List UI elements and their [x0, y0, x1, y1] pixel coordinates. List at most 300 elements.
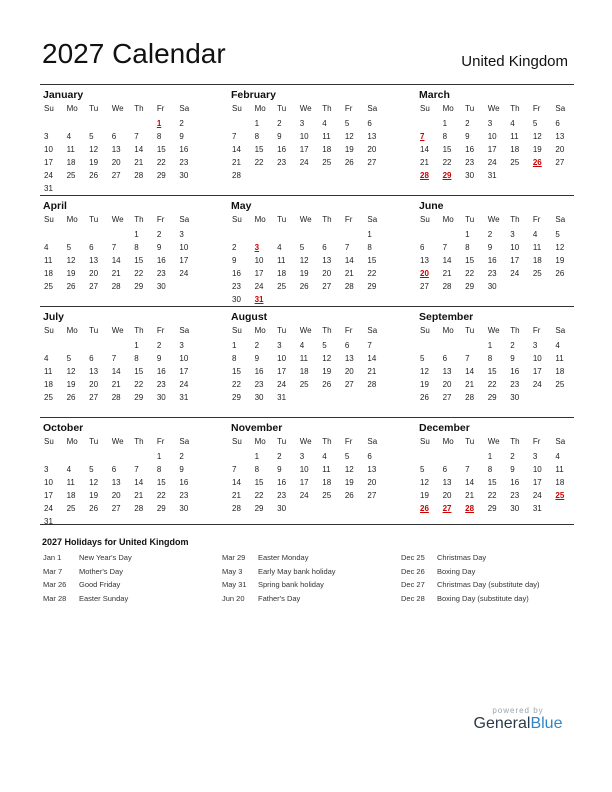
day-cell: 19 [344, 145, 354, 154]
day-cell: 13 [367, 132, 377, 141]
day-cell: 16 [277, 478, 287, 487]
day-cell: 21 [134, 491, 144, 500]
day-cell: 19 [555, 256, 565, 265]
day-cell: 24 [487, 158, 497, 167]
day-cell: 15 [487, 367, 497, 376]
day-cell: 13 [420, 256, 429, 265]
holiday-item [43, 551, 132, 565]
weekday-header: We [487, 215, 500, 224]
month-name: July [43, 311, 65, 323]
day-cell: 29 [254, 504, 264, 513]
day-cell: 13 [442, 367, 452, 376]
weekday-header: Sa [367, 104, 378, 113]
month-august [228, 307, 386, 417]
holiday-item [401, 592, 540, 606]
holiday-day: 25 [555, 491, 565, 500]
day-cell: 30 [465, 171, 475, 180]
day-cell: 5 [89, 465, 94, 474]
day-cell: 15 [367, 256, 377, 265]
day-cell: 12 [344, 465, 354, 474]
weekday-header: Fr [344, 437, 353, 446]
weekday-header: Mo [66, 437, 78, 446]
day-cell: 7 [465, 354, 470, 363]
day-cell: 20 [89, 269, 99, 278]
weekday-header: We [111, 326, 124, 335]
day-cell: 19 [344, 478, 354, 487]
empty-cell [40, 339, 63, 352]
day-cell: 12 [322, 354, 332, 363]
day-cell: 10 [532, 465, 542, 474]
day-cell: 21 [442, 269, 452, 278]
day-cell: 2 [277, 452, 282, 461]
day-cell: 20 [344, 367, 354, 376]
day-cell: 10 [179, 354, 189, 363]
weekday-header: Su [44, 104, 54, 113]
weekday-header: Th [322, 104, 332, 113]
day-cell: 10 [44, 145, 53, 154]
holiday-item [43, 578, 132, 592]
day-cell: 5 [420, 465, 425, 474]
day-cell: 25 [44, 282, 53, 291]
day-cell: 19 [420, 491, 429, 500]
weekday-header: Su [232, 326, 242, 335]
holiday-item [222, 578, 336, 592]
day-cell: 27 [442, 393, 452, 402]
day-cell: 7 [232, 132, 237, 141]
day-cell: 24 [532, 380, 542, 389]
day-cell: 12 [420, 478, 429, 487]
empty-cell [318, 228, 341, 241]
day-cell: 15 [134, 367, 144, 376]
day-cell: 21 [232, 158, 241, 167]
empty-cell [439, 450, 462, 463]
day-cell: 25 [510, 158, 520, 167]
day-cell: 23 [254, 380, 264, 389]
generalblue-logo[interactable] [468, 706, 568, 733]
weekday-header: Th [322, 215, 332, 224]
weekday-header: We [299, 437, 312, 446]
day-cell: 4 [322, 452, 327, 461]
holiday-name: Easter Sunday [79, 593, 129, 603]
weekday-header: Sa [367, 326, 378, 335]
holiday-item [222, 565, 336, 579]
day-cell: 17 [510, 256, 520, 265]
day-cell: 4 [532, 230, 538, 239]
day-cell: 21 [344, 269, 354, 278]
day-cell: 22 [487, 491, 497, 500]
day-cell: 16 [232, 269, 241, 278]
day-cell: 7 [111, 243, 117, 252]
month-row [40, 195, 574, 306]
month-grid [228, 324, 386, 404]
day-cell: 19 [66, 380, 76, 389]
day-cell: 27 [367, 491, 377, 500]
month-july [40, 307, 198, 417]
day-cell: 10 [254, 256, 264, 265]
holiday-day: 28 [465, 504, 475, 513]
day-cell: 22 [254, 491, 264, 500]
day-cell: 22 [232, 380, 241, 389]
day-cell: 14 [134, 478, 144, 487]
day-cell: 24 [299, 158, 309, 167]
weekday-header: Mo [66, 215, 78, 224]
day-cell: 20 [442, 491, 452, 500]
day-cell: 29 [487, 393, 497, 402]
day-cell: 16 [487, 256, 497, 265]
holiday-name: Christmas Day [437, 553, 487, 562]
day-cell: 8 [156, 132, 162, 141]
holiday-name: Good Friday [79, 580, 121, 589]
empty-cell [251, 228, 274, 241]
day-cell: 17 [179, 256, 189, 265]
holiday-day: 28 [420, 171, 429, 180]
weekday-header: Tu [465, 104, 475, 113]
day-cell: 8 [134, 243, 139, 252]
day-cell: 14 [420, 145, 429, 154]
holiday-date: Dec 26 [401, 566, 425, 576]
weekday-header: Fr [344, 104, 353, 113]
day-cell: 3 [44, 465, 49, 474]
day-cell: 1 [487, 452, 493, 461]
holiday-date: Jun 20 [222, 593, 245, 603]
day-cell: 11 [66, 145, 75, 154]
day-cell: 20 [322, 269, 332, 278]
holiday-name: Spring bank holiday [258, 580, 324, 589]
day-cell: 20 [89, 380, 99, 389]
weekday-header: We [487, 326, 500, 335]
empty-cell [108, 450, 131, 463]
weekday-header: Sa [179, 104, 190, 113]
day-cell: 15 [465, 256, 475, 265]
day-cell: 17 [532, 478, 542, 487]
day-cell: 5 [89, 132, 94, 141]
weekday-header: Fr [156, 215, 165, 224]
day-cell: 8 [367, 243, 372, 252]
day-cell: 4 [66, 132, 72, 141]
month-grid [228, 435, 386, 515]
month-grid [40, 102, 198, 195]
day-cell: 3 [299, 452, 305, 461]
empty-cell [130, 450, 153, 463]
day-cell: 28 [111, 393, 121, 402]
month-september [416, 307, 574, 417]
day-cell: 18 [66, 491, 76, 500]
day-cell: 28 [134, 171, 144, 180]
weekday-header: Sa [179, 215, 190, 224]
day-cell: 25 [555, 380, 565, 389]
weekday-header: Th [134, 104, 144, 113]
day-cell: 26 [322, 380, 332, 389]
weekday-header: Mo [442, 104, 454, 113]
empty-cell [85, 117, 108, 130]
day-cell: 17 [179, 367, 189, 376]
weekday-header: Th [134, 215, 144, 224]
empty-cell [63, 339, 86, 352]
day-cell: 13 [344, 354, 354, 363]
weekday-header: Fr [532, 326, 541, 335]
day-cell: 5 [532, 119, 538, 128]
weekday-header: Tu [277, 437, 287, 446]
month-name: November [231, 422, 283, 434]
holiday-name: Easter Monday [258, 553, 309, 562]
day-cell: 11 [66, 478, 75, 487]
empty-cell [63, 450, 86, 463]
day-cell: 3 [277, 341, 282, 350]
day-cell: 11 [555, 354, 564, 363]
holiday-name: Father's Day [258, 593, 301, 603]
month-name: June [419, 200, 444, 212]
holiday-item [43, 592, 132, 606]
month-grid [40, 435, 198, 528]
weekday-header: Su [420, 215, 430, 224]
empty-cell [296, 228, 319, 241]
day-cell: 6 [442, 465, 448, 474]
day-cell: 26 [89, 504, 99, 513]
weekday-header: We [299, 215, 312, 224]
holiday-day: 1 [156, 119, 162, 128]
day-cell: 25 [66, 171, 76, 180]
day-cell: 28 [134, 504, 144, 513]
day-cell: 23 [232, 282, 241, 291]
weekday-header: Mo [254, 215, 266, 224]
day-cell: 15 [487, 478, 497, 487]
day-cell: 14 [344, 256, 354, 265]
weekday-header: Tu [277, 104, 287, 113]
empty-cell [461, 339, 484, 352]
day-cell: 6 [111, 465, 117, 474]
day-cell: 11 [322, 132, 331, 141]
weekday-header: Fr [156, 326, 165, 335]
weekday-header: We [111, 104, 124, 113]
day-cell: 23 [277, 158, 287, 167]
empty-cell [228, 450, 251, 463]
day-cell: 11 [555, 465, 564, 474]
holiday-column [401, 551, 540, 605]
empty-cell [108, 117, 131, 130]
brand-blue: Blue [530, 715, 563, 732]
month-name: August [231, 311, 268, 323]
holiday-column [222, 551, 336, 605]
holiday-item [222, 592, 336, 606]
day-cell: 22 [254, 158, 264, 167]
holiday-date: Mar 29 [222, 553, 246, 562]
day-cell: 13 [442, 478, 452, 487]
month-may [228, 196, 386, 306]
day-cell: 31 [487, 171, 497, 180]
day-cell: 18 [277, 269, 287, 278]
day-cell: 21 [420, 158, 429, 167]
day-cell: 27 [344, 380, 354, 389]
day-cell: 12 [66, 256, 76, 265]
day-cell: 29 [134, 393, 144, 402]
weekday-header: Sa [555, 215, 566, 224]
weekday-header: Th [322, 326, 332, 335]
day-cell: 31 [179, 393, 189, 402]
weekday-header: Su [420, 326, 430, 335]
day-cell: 5 [344, 119, 350, 128]
empty-cell [40, 450, 63, 463]
day-cell: 2 [156, 341, 162, 350]
weekday-header: Su [44, 437, 54, 446]
day-cell: 4 [44, 354, 49, 363]
holiday-name: Boxing Day [437, 566, 476, 576]
day-cell: 16 [156, 256, 166, 265]
day-cell: 2 [510, 341, 515, 350]
month-february [228, 85, 386, 195]
day-cell: 14 [465, 367, 475, 376]
weekday-header: Fr [156, 104, 165, 113]
day-cell: 1 [367, 230, 372, 239]
weekday-header: Th [510, 437, 520, 446]
day-cell: 2 [510, 452, 515, 461]
holiday-day: 31 [254, 295, 264, 304]
day-cell: 10 [299, 132, 309, 141]
month-row [40, 84, 574, 195]
holiday-day: 3 [254, 243, 260, 252]
day-cell: 8 [442, 132, 448, 141]
day-cell: 1 [134, 341, 139, 350]
day-cell: 21 [111, 269, 121, 278]
day-cell: 30 [179, 171, 189, 180]
empty-cell [273, 228, 296, 241]
day-cell: 8 [156, 465, 162, 474]
holiday-date: Mar 7 [43, 566, 63, 576]
day-cell: 18 [322, 478, 332, 487]
day-cell: 16 [465, 145, 475, 154]
day-cell: 10 [277, 354, 287, 363]
month-row [40, 306, 574, 417]
day-cell: 20 [111, 158, 121, 167]
day-cell: 18 [66, 158, 76, 167]
day-cell: 30 [510, 504, 520, 513]
day-cell: 24 [179, 380, 189, 389]
day-cell: 8 [254, 132, 260, 141]
day-cell: 1 [254, 119, 260, 128]
day-cell: 18 [44, 380, 53, 389]
day-cell: 14 [111, 367, 121, 376]
day-cell: 20 [442, 380, 452, 389]
day-cell: 14 [465, 478, 475, 487]
day-cell: 6 [89, 354, 94, 363]
day-cell: 18 [555, 367, 565, 376]
day-cell: 25 [322, 491, 332, 500]
day-cell: 16 [179, 145, 189, 154]
day-cell: 3 [487, 119, 493, 128]
day-cell: 4 [44, 243, 49, 252]
day-cell: 13 [89, 367, 99, 376]
month-name: February [231, 89, 276, 101]
holiday-name: Boxing Day (substitute day) [437, 593, 529, 603]
day-cell: 16 [510, 478, 520, 487]
day-cell: 28 [344, 282, 354, 291]
holiday-day: 20 [420, 269, 429, 278]
day-cell: 30 [156, 393, 166, 402]
day-cell: 3 [510, 230, 515, 239]
day-cell: 7 [134, 465, 139, 474]
day-cell: 2 [277, 119, 282, 128]
day-cell: 30 [179, 504, 189, 513]
day-cell: 23 [510, 380, 520, 389]
day-cell: 9 [179, 465, 184, 474]
holiday-date: May 31 [222, 580, 247, 589]
day-cell: 23 [179, 491, 189, 500]
day-cell: 21 [134, 158, 144, 167]
day-cell: 26 [66, 393, 76, 402]
day-cell: 6 [367, 452, 372, 461]
day-cell: 19 [66, 269, 76, 278]
weekday-header: Su [420, 104, 430, 113]
day-cell: 31 [277, 393, 287, 402]
empty-cell [108, 228, 131, 241]
weekday-header: Mo [254, 326, 266, 335]
weekday-header: Fr [532, 437, 541, 446]
day-cell: 11 [532, 243, 542, 252]
day-cell: 1 [156, 452, 162, 461]
day-cell: 17 [532, 367, 542, 376]
day-cell: 7 [134, 132, 139, 141]
day-cell: 18 [510, 145, 520, 154]
day-cell: 12 [532, 132, 542, 141]
day-cell: 6 [555, 119, 560, 128]
day-cell: 10 [44, 478, 53, 487]
weekday-header: Mo [66, 326, 78, 335]
empty-cell [439, 339, 462, 352]
weekday-header: Sa [555, 437, 566, 446]
holiday-item [401, 551, 540, 565]
day-cell: 14 [232, 478, 241, 487]
month-row [40, 417, 574, 528]
day-cell: 4 [277, 243, 282, 252]
day-cell: 23 [156, 269, 166, 278]
day-cell: 4 [66, 465, 72, 474]
day-cell: 13 [111, 145, 121, 154]
day-cell: 7 [442, 243, 448, 252]
day-cell: 17 [277, 367, 287, 376]
day-cell: 17 [299, 478, 309, 487]
day-cell: 3 [299, 119, 305, 128]
day-cell: 21 [111, 380, 121, 389]
weekday-header: Su [44, 215, 54, 224]
day-cell: 27 [89, 393, 99, 402]
weekday-header: Fr [532, 215, 541, 224]
day-cell: 10 [299, 465, 309, 474]
weekday-header: Tu [89, 437, 99, 446]
day-cell: 7 [344, 243, 350, 252]
weekday-header: Sa [179, 437, 190, 446]
holiday-name: Early May bank holiday [258, 566, 336, 576]
day-cell: 31 [44, 184, 53, 193]
day-cell: 21 [367, 367, 377, 376]
day-cell: 18 [299, 367, 309, 376]
day-cell: 6 [367, 119, 372, 128]
weekday-header: Th [510, 215, 520, 224]
day-cell: 18 [44, 269, 53, 278]
day-cell: 31 [44, 517, 53, 526]
day-cell: 3 [44, 132, 49, 141]
month-name: January [43, 89, 84, 101]
month-name: March [419, 89, 450, 101]
weekday-header: Sa [367, 215, 378, 224]
day-cell: 15 [156, 478, 166, 487]
day-cell: 21 [465, 380, 475, 389]
day-cell: 16 [510, 367, 520, 376]
day-cell: 30 [156, 282, 166, 291]
weekday-header: We [487, 437, 500, 446]
month-december [416, 418, 574, 528]
empty-cell [228, 117, 251, 130]
holiday-date: Mar 28 [43, 593, 67, 603]
day-cell: 10 [179, 243, 189, 252]
